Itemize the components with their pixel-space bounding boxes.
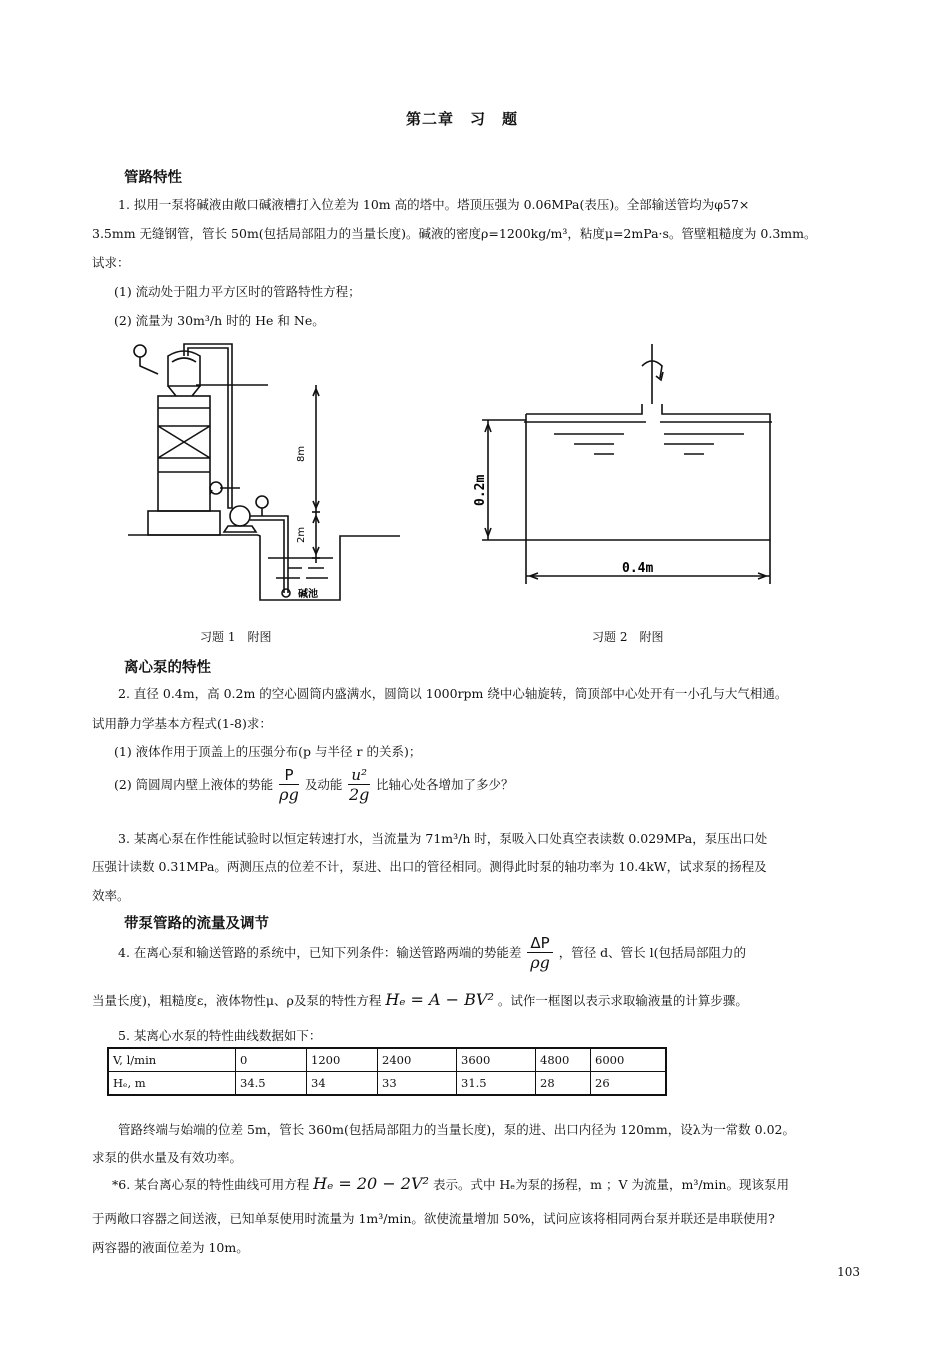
table-row	[108, 1072, 666, 1096]
pump-characteristics-table	[107, 1047, 667, 1096]
figure-2-caption: 习题 2 附图	[592, 630, 664, 644]
fig2-label-height: 0.2m	[473, 474, 488, 506]
problem-1-line-1: 1. 拟用一泵将碱液由敞口碱液槽打入位差为 10m 高的塔中。塔顶压强为 0.06MPa(表压)。全部输送管均为φ57×	[118, 197, 750, 212]
table-cell: 3600	[457, 1048, 536, 1072]
figure-1-diagram	[128, 338, 400, 612]
p6-text-b: 表示。式中 Hₑ为泵的扬程，m ；V 为流量，m³/min。现该泵用	[432, 1177, 789, 1192]
fig2-label-diameter: 0.4m	[622, 561, 654, 576]
p4-text-d: 。试作一框图以表示求取输液量的计算步骤。	[497, 993, 748, 1008]
fig1-label-2m: 2m	[296, 526, 307, 543]
problem-4-line-1	[118, 934, 746, 973]
p4-text-c: 当量长度)，粗糙度ε，液体物性μ、ρ及泵的特性方程	[92, 993, 382, 1008]
problem-5-line-2: 管路终端与始端的位差 5m，管长 360m(包括局部阻力的当量长度)，泵的进、出口内径为 120mm，设λ为一常数 0.02。	[118, 1122, 795, 1137]
pump-curve-equation: Hₑ = 20 − 2V²	[313, 1174, 429, 1193]
problem-1-question-2: (2) 流量为 30m³/h 时的 He 和 Ne。	[114, 313, 325, 328]
fig1-label-pool: 碱池	[298, 589, 318, 600]
page-number: 103	[837, 1265, 860, 1279]
figure-2-diagram	[464, 344, 782, 590]
section-heading-pump: 离心泵的特性	[124, 660, 211, 676]
table-cell: 33	[378, 1072, 457, 1096]
table-row	[108, 1048, 666, 1072]
q2-text-b: 及动能	[304, 777, 343, 792]
fraction-1-denominator: ρg	[279, 785, 299, 804]
problem-6-line-3: 两容器的液面位差为 10m。	[92, 1240, 249, 1255]
table-cell: 0	[236, 1048, 307, 1072]
problem-6-line-2: 于两敞口容器之间送液，已知单泵使用时流量为 1m³/min。欲使流量增加 50%，试问应该将相同两台泵并联还是串联使用?	[92, 1211, 775, 1226]
page-title: 第二章 习 题	[406, 110, 519, 128]
p4-text-b: ，管径 d、管长 l(包括局部阻力的	[558, 945, 747, 960]
table-cell: 4800	[536, 1048, 591, 1072]
problem-2-line-2: 试用静力学基本方程式(1-8)求：	[92, 716, 272, 731]
table-cell: 1200	[307, 1048, 378, 1072]
q2-text-c: 比轴心处各增加了多少？	[375, 777, 514, 792]
p4-text-a: 4. 在离心泵和输送管路的系统中，已知下列条件：输送管路两端的势能差	[118, 945, 522, 960]
problem-3-line-2: 压强计读数 0.31MPa。两测压点的位差不计，泵进、出口的管径相同。测得此时泵的轴功率为 10.4kW，试求泵的扬程及	[92, 859, 767, 874]
problem-6-line-1	[112, 1175, 789, 1194]
problem-5-line-3: 求泵的供水量及有效功率。	[92, 1150, 243, 1165]
section-heading-pipeline: 管路特性	[124, 170, 182, 186]
pump-equation: Hₑ = A − BV²	[385, 990, 494, 1009]
section-heading-flow-regulation: 带泵管路的流量及调节	[124, 916, 269, 932]
table-cell: 28	[536, 1072, 591, 1096]
q2-text-a: (2) 筒圆周内壁上液体的势能	[114, 777, 274, 792]
table-cell: 6000	[591, 1048, 667, 1072]
problem-4-line-2	[92, 991, 748, 1010]
table-cell: 31.5	[457, 1072, 536, 1096]
problem-2-question-1: (1) 液体作用于顶盖上的压强分布(p 与半径 r 的关系)；	[114, 744, 422, 759]
problem-1-question-1: (1) 流动处于阻力平方区时的管路特性方程；	[114, 284, 361, 299]
kinetic-fraction	[348, 766, 370, 805]
problem-2-line-1: 2. 直径 0.4m，高 0.2m 的空心圆筒内盛满水，圆筒以 1000rpm 绕中心轴旋转，筒顶部中心处开有一小孔与大气相通。	[118, 686, 788, 701]
p6-text-a: *6. 某台离心泵的特性曲线可用方程	[112, 1177, 310, 1192]
fig1-label-8m: 8m	[296, 445, 307, 462]
potential-fraction	[279, 766, 299, 805]
fraction-1-numerator: P	[279, 766, 299, 785]
table-cell: 2400	[378, 1048, 457, 1072]
problem-5-line-1: 5. 某离心水泵的特性曲线数据如下：	[118, 1028, 322, 1043]
table-cell: 26	[591, 1072, 667, 1096]
fraction-2-numerator: u²	[348, 766, 370, 785]
problem-1-line-3: 试求：	[92, 255, 130, 270]
table-cell: 34	[307, 1072, 378, 1096]
potential-difference-fraction	[527, 934, 552, 973]
table-cell: Hₑ, m	[108, 1072, 236, 1096]
table-cell: V, l/min	[108, 1048, 236, 1072]
table-cell: 34.5	[236, 1072, 307, 1096]
figure-1-caption: 习题 1 附图	[200, 630, 272, 644]
fraction-3-denominator: ρg	[530, 953, 550, 972]
fraction-3-numerator: ΔP	[527, 934, 552, 953]
problem-3-line-3: 效率。	[92, 888, 130, 903]
problem-2-question-2	[114, 766, 514, 805]
fraction-2-denominator: 2g	[348, 785, 370, 804]
problem-1-line-2: 3.5mm 无缝钢管，管长 50m(包括局部阻力的当量长度)。碱液的密度ρ=1200kg/m³，粘度μ=2mPa·s。管壁粗糙度为 0.3mm。	[92, 226, 817, 241]
problem-3-line-1: 3. 某离心泵在作性能试验时以恒定转速打水，当流量为 71m³/h 时，泵吸入口处真空表读数 0.029MPa，泵压出口处	[118, 831, 768, 846]
